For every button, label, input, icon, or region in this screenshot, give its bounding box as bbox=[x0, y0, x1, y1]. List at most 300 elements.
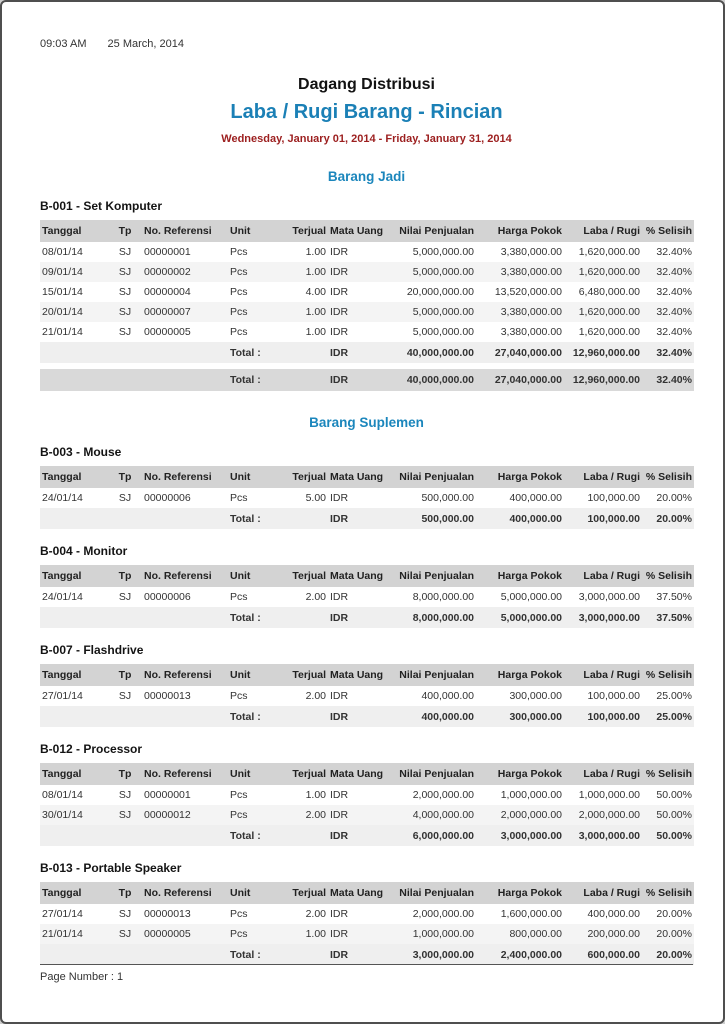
column-header: Unit bbox=[228, 882, 282, 904]
table-cell: 2.00 bbox=[282, 805, 328, 825]
section-title: B-007 - Flashdrive bbox=[40, 643, 144, 657]
header-row bbox=[40, 466, 694, 488]
table-cell: IDR bbox=[330, 690, 349, 702]
table-cell: 4.00 bbox=[305, 286, 326, 298]
total-cell bbox=[108, 508, 142, 529]
table-cell: 32.40% bbox=[656, 246, 692, 258]
table-cell: 1,620,000.00 bbox=[564, 302, 642, 322]
total-cell: 5,000,000.00 bbox=[476, 607, 564, 628]
column-header: Laba / Rugi bbox=[564, 466, 642, 488]
table-cell: 20.00% bbox=[656, 492, 692, 504]
column-header: Tanggal bbox=[40, 882, 108, 904]
column-header: Nilai Penjualan bbox=[384, 763, 476, 785]
table-cell: IDR bbox=[330, 492, 349, 504]
total-cell: IDR bbox=[328, 944, 384, 965]
column-header: Terjual bbox=[282, 220, 328, 242]
table-cell: 20.00% bbox=[656, 908, 692, 920]
table-cell: IDR bbox=[330, 591, 349, 603]
group-total-table bbox=[40, 369, 694, 391]
table-cell: 2,000,000.00 bbox=[476, 805, 564, 825]
report-period: Wednesday, January 01, 2014 - Friday, January 31, 2014 bbox=[221, 133, 512, 145]
column-header: Terjual bbox=[282, 565, 328, 587]
column-header: Mata Uang bbox=[328, 664, 384, 686]
table-cell: 00000002 bbox=[142, 262, 228, 282]
table-cell: 24/01/14 bbox=[42, 492, 83, 504]
total-label-cell: Total : bbox=[228, 706, 282, 727]
header-row bbox=[40, 882, 694, 904]
total-cell bbox=[282, 944, 328, 965]
total-cell: 8,000,000.00 bbox=[384, 607, 476, 628]
table-cell: 00000001 bbox=[144, 246, 191, 258]
table-cell: IDR bbox=[328, 805, 384, 825]
table-row bbox=[40, 686, 694, 706]
column-header: Unit bbox=[228, 565, 282, 587]
column-header: Terjual bbox=[282, 882, 328, 904]
print-header bbox=[40, 38, 202, 50]
table-cell: SJ bbox=[118, 326, 132, 338]
table-cell: 800,000.00 bbox=[476, 924, 564, 944]
column-header: % Selisih bbox=[642, 664, 694, 686]
report-body bbox=[40, 169, 693, 965]
column-header: Tp bbox=[108, 565, 142, 587]
table-cell: 00000006 bbox=[144, 591, 191, 603]
table-cell: IDR bbox=[330, 789, 349, 801]
column-header: Laba / Rugi bbox=[564, 882, 642, 904]
column-header: Nilai Penjualan bbox=[384, 882, 476, 904]
total-cell bbox=[40, 706, 108, 727]
column-header: Laba / Rugi bbox=[564, 220, 642, 242]
column-header: No. Referensi bbox=[142, 763, 228, 785]
report-table bbox=[40, 664, 694, 727]
total-cell: IDR bbox=[328, 825, 384, 846]
table-cell: 4,000,000.00 bbox=[384, 805, 476, 825]
total-cell bbox=[108, 706, 142, 727]
total-cell: 40,000,000.00 bbox=[384, 342, 476, 363]
table-cell: 1,000,000.00 bbox=[384, 924, 476, 944]
total-label-cell: Total : bbox=[228, 342, 282, 363]
column-header: No. Referensi bbox=[142, 664, 228, 686]
table-cell: 5,000,000.00 bbox=[500, 591, 562, 603]
total-cell: IDR bbox=[328, 706, 384, 727]
table-cell: Pcs bbox=[228, 262, 282, 282]
column-header: Tanggal bbox=[40, 565, 108, 587]
table-cell: 21/01/14 bbox=[40, 924, 108, 944]
table-cell: 1,620,000.00 bbox=[578, 326, 640, 338]
footer-divider bbox=[40, 964, 693, 965]
total-cell: 2,400,000.00 bbox=[476, 944, 564, 965]
table-cell: 5,000,000.00 bbox=[384, 302, 476, 322]
table-cell: Pcs bbox=[228, 302, 282, 322]
table-cell: 1,620,000.00 bbox=[564, 262, 642, 282]
column-header: Tanggal bbox=[40, 763, 108, 785]
table-cell: 3,380,000.00 bbox=[476, 302, 564, 322]
total-cell: 20.00% bbox=[642, 944, 694, 965]
column-header: Harga Pokok bbox=[476, 220, 564, 242]
report-table bbox=[40, 882, 694, 965]
table-cell: 2.00 bbox=[305, 591, 326, 603]
table-row bbox=[40, 488, 694, 508]
group-total-cell bbox=[282, 369, 328, 391]
total-cell bbox=[40, 342, 108, 363]
table-cell: 400,000.00 bbox=[509, 492, 562, 504]
column-header: Unit bbox=[228, 664, 282, 686]
section-title: B-004 - Monitor bbox=[40, 544, 128, 558]
column-header: % Selisih bbox=[642, 466, 694, 488]
table-cell: 400,000.00 bbox=[587, 908, 640, 920]
table-cell: 5,000,000.00 bbox=[384, 262, 476, 282]
total-row bbox=[40, 607, 694, 628]
table-cell: 00000006 bbox=[144, 492, 191, 504]
total-cell: 50.00% bbox=[642, 825, 694, 846]
table-cell: 08/01/14 bbox=[42, 789, 83, 801]
table-cell: 1,000,000.00 bbox=[500, 789, 562, 801]
total-row bbox=[40, 944, 694, 965]
column-header: No. Referensi bbox=[142, 565, 228, 587]
table-row bbox=[40, 322, 694, 342]
total-cell: 400,000.00 bbox=[476, 508, 564, 529]
table-cell: 24/01/14 bbox=[42, 591, 83, 603]
column-header: % Selisih bbox=[642, 220, 694, 242]
total-cell: 400,000.00 bbox=[384, 706, 476, 727]
total-cell: 600,000.00 bbox=[564, 944, 642, 965]
table-cell: SJ bbox=[118, 591, 132, 603]
column-header: % Selisih bbox=[642, 882, 694, 904]
total-cell: 25.00% bbox=[642, 706, 694, 727]
table-row bbox=[40, 924, 694, 944]
table-cell: 37.50% bbox=[656, 591, 692, 603]
column-header: Tanggal bbox=[40, 220, 108, 242]
column-header: Tp bbox=[108, 466, 142, 488]
column-header: Mata Uang bbox=[328, 565, 384, 587]
column-header: Laba / Rugi bbox=[564, 565, 642, 587]
group-total-cell: 32.40% bbox=[642, 369, 694, 391]
table-cell: 200,000.00 bbox=[564, 924, 642, 944]
total-cell bbox=[108, 342, 142, 363]
column-header: Mata Uang bbox=[328, 220, 384, 242]
column-header: Mata Uang bbox=[328, 763, 384, 785]
table-cell: Pcs bbox=[230, 908, 248, 920]
table-cell: 20,000,000.00 bbox=[406, 286, 474, 298]
total-cell bbox=[108, 825, 142, 846]
table-cell: 100,000.00 bbox=[587, 690, 640, 702]
table-row bbox=[40, 805, 694, 825]
table-cell: 6,480,000.00 bbox=[578, 286, 640, 298]
column-header: Nilai Penjualan bbox=[384, 664, 476, 686]
table-cell: 5,000,000.00 bbox=[412, 326, 474, 338]
table-cell: 1,600,000.00 bbox=[500, 908, 562, 920]
table-cell: Pcs bbox=[228, 805, 282, 825]
total-cell: 37.50% bbox=[642, 607, 694, 628]
table-cell: SJ bbox=[108, 924, 142, 944]
total-cell: 3,000,000.00 bbox=[564, 607, 642, 628]
table-cell: 1.00 bbox=[305, 326, 326, 338]
table-row bbox=[40, 904, 694, 924]
total-cell bbox=[108, 607, 142, 628]
total-cell bbox=[142, 342, 228, 363]
group-total-cell: 12,960,000.00 bbox=[564, 369, 642, 391]
total-cell bbox=[142, 706, 228, 727]
table-cell: SJ bbox=[118, 908, 132, 920]
section-title: B-003 - Mouse bbox=[40, 445, 122, 459]
table-cell: 1.00 bbox=[282, 924, 328, 944]
table-cell: 00000013 bbox=[144, 908, 191, 920]
table-cell: SJ bbox=[108, 805, 142, 825]
column-header: Harga Pokok bbox=[476, 466, 564, 488]
table-cell: 2,000,000.00 bbox=[412, 789, 474, 801]
table-cell: SJ bbox=[118, 286, 132, 298]
table-cell: 1,000,000.00 bbox=[578, 789, 640, 801]
table-cell: 27/01/14 bbox=[42, 908, 83, 920]
column-header: % Selisih bbox=[642, 763, 694, 785]
table-cell: Pcs bbox=[228, 924, 282, 944]
column-header: No. Referensi bbox=[142, 220, 228, 242]
group-total-cell: 40,000,000.00 bbox=[384, 369, 476, 391]
table-cell: 30/01/14 bbox=[40, 805, 108, 825]
table-cell: IDR bbox=[328, 924, 384, 944]
table-cell: Pcs bbox=[230, 492, 248, 504]
table-cell: 13,520,000.00 bbox=[494, 286, 562, 298]
page-number: Page Number : 1 bbox=[40, 971, 124, 983]
table-cell: 09/01/14 bbox=[40, 262, 108, 282]
section-title: B-013 - Portable Speaker bbox=[40, 861, 182, 875]
table-cell: 00000013 bbox=[144, 690, 191, 702]
group-total-cell bbox=[108, 369, 142, 391]
table-cell: Pcs bbox=[230, 246, 248, 258]
table-cell: IDR bbox=[330, 326, 349, 338]
table-cell: Pcs bbox=[230, 789, 248, 801]
table-cell: IDR bbox=[330, 246, 349, 258]
table-row bbox=[40, 282, 694, 302]
total-cell bbox=[40, 508, 108, 529]
total-cell bbox=[142, 508, 228, 529]
table-cell: Pcs bbox=[230, 591, 248, 603]
report-table bbox=[40, 763, 694, 846]
total-cell: IDR bbox=[328, 342, 384, 363]
column-header: % Selisih bbox=[642, 565, 694, 587]
column-header: Nilai Penjualan bbox=[384, 466, 476, 488]
table-cell: 27/01/14 bbox=[42, 690, 83, 702]
header-row bbox=[40, 220, 694, 242]
total-cell: 27,040,000.00 bbox=[476, 342, 564, 363]
table-row bbox=[40, 785, 694, 805]
total-row bbox=[40, 342, 694, 363]
total-cell: 100,000.00 bbox=[564, 706, 642, 727]
print-time: 09:03 AM bbox=[40, 38, 87, 50]
table-cell: 3,380,000.00 bbox=[500, 246, 562, 258]
group-heading: Barang Jadi bbox=[327, 169, 406, 184]
group-total-cell bbox=[142, 369, 228, 391]
section-title: B-001 - Set Komputer bbox=[40, 199, 163, 213]
column-header: Tp bbox=[108, 763, 142, 785]
report-table bbox=[40, 466, 694, 529]
table-cell: 00000007 bbox=[142, 302, 228, 322]
group-heading: Barang Suplemen bbox=[309, 415, 424, 430]
total-cell: 3,000,000.00 bbox=[564, 825, 642, 846]
column-header: Unit bbox=[228, 763, 282, 785]
column-header: Nilai Penjualan bbox=[384, 220, 476, 242]
column-header: Harga Pokok bbox=[476, 763, 564, 785]
column-header: Mata Uang bbox=[328, 466, 384, 488]
table-cell: SJ bbox=[108, 302, 142, 322]
section-title: B-012 - Processor bbox=[40, 742, 143, 756]
table-cell: Pcs bbox=[230, 326, 248, 338]
total-label-cell: Total : bbox=[228, 508, 282, 529]
table-cell: 1,620,000.00 bbox=[578, 246, 640, 258]
table-cell: 32.40% bbox=[642, 262, 694, 282]
total-label-cell: Total : bbox=[228, 607, 282, 628]
total-cell bbox=[142, 825, 228, 846]
total-cell: 6,000,000.00 bbox=[384, 825, 476, 846]
column-header: Harga Pokok bbox=[476, 565, 564, 587]
table-cell: 2,000,000.00 bbox=[412, 908, 474, 920]
report-content bbox=[2, 76, 723, 965]
total-cell: 32.40% bbox=[642, 342, 694, 363]
table-cell: 1.00 bbox=[282, 262, 328, 282]
group-total-row bbox=[40, 369, 694, 391]
table-cell: 2,000,000.00 bbox=[564, 805, 642, 825]
table-cell: 8,000,000.00 bbox=[412, 591, 474, 603]
table-cell: 1.00 bbox=[282, 302, 328, 322]
total-cell bbox=[40, 607, 108, 628]
table-cell: 00000012 bbox=[142, 805, 228, 825]
column-header: Laba / Rugi bbox=[564, 763, 642, 785]
header-row bbox=[40, 763, 694, 785]
table-cell: SJ bbox=[118, 492, 132, 504]
total-row bbox=[40, 706, 694, 727]
table-cell: 20.00% bbox=[642, 924, 694, 944]
table-cell: 00000005 bbox=[144, 326, 191, 338]
total-row bbox=[40, 508, 694, 529]
table-cell: 00000005 bbox=[142, 924, 228, 944]
total-cell: 300,000.00 bbox=[476, 706, 564, 727]
column-header: No. Referensi bbox=[142, 466, 228, 488]
column-header: Tanggal bbox=[40, 466, 108, 488]
table-cell: SJ bbox=[118, 246, 132, 258]
total-cell: 500,000.00 bbox=[384, 508, 476, 529]
table-cell: Pcs bbox=[230, 690, 248, 702]
table-cell: 5.00 bbox=[305, 492, 326, 504]
table-cell: 21/01/14 bbox=[42, 326, 83, 338]
table-cell: 00000001 bbox=[144, 789, 191, 801]
total-label-cell: Total : bbox=[228, 369, 282, 391]
column-header: Nilai Penjualan bbox=[384, 565, 476, 587]
table-cell: IDR bbox=[330, 908, 349, 920]
column-header: Unit bbox=[228, 466, 282, 488]
table-cell: 00000004 bbox=[144, 286, 191, 298]
table-cell: IDR bbox=[328, 302, 384, 322]
company-name: Dagang Distribusi bbox=[298, 76, 435, 93]
table-row bbox=[40, 242, 694, 262]
column-header: Tp bbox=[108, 882, 142, 904]
report-table bbox=[40, 565, 694, 628]
total-cell bbox=[282, 706, 328, 727]
table-cell: 50.00% bbox=[642, 805, 694, 825]
total-row bbox=[40, 825, 694, 846]
group-total-cell: 27,040,000.00 bbox=[476, 369, 564, 391]
table-cell: 08/01/14 bbox=[42, 246, 83, 258]
column-header: Tanggal bbox=[40, 664, 108, 686]
report-title: Laba / Rugi Barang - Rincian bbox=[230, 101, 503, 123]
group-total-cell bbox=[40, 369, 108, 391]
column-header: Terjual bbox=[282, 763, 328, 785]
table-cell: 2.00 bbox=[305, 690, 326, 702]
table-cell: 1.00 bbox=[305, 789, 326, 801]
total-cell bbox=[142, 944, 228, 965]
column-header: Terjual bbox=[282, 664, 328, 686]
total-cell bbox=[40, 825, 108, 846]
total-cell: 3,000,000.00 bbox=[476, 825, 564, 846]
table-cell: 2.00 bbox=[305, 908, 326, 920]
table-cell: 50.00% bbox=[656, 789, 692, 801]
table-row bbox=[40, 302, 694, 322]
header-row bbox=[40, 664, 694, 686]
total-cell: IDR bbox=[328, 607, 384, 628]
table-cell: SJ bbox=[118, 789, 132, 801]
total-cell bbox=[282, 825, 328, 846]
print-date: 25 March, 2014 bbox=[107, 38, 184, 50]
column-header: Mata Uang bbox=[328, 882, 384, 904]
table-cell: 20/01/14 bbox=[40, 302, 108, 322]
total-cell bbox=[108, 944, 142, 965]
column-header: Tp bbox=[108, 220, 142, 242]
table-cell: SJ bbox=[108, 262, 142, 282]
table-cell: IDR bbox=[330, 286, 349, 298]
table-cell: 32.40% bbox=[656, 286, 692, 298]
table-cell: 25.00% bbox=[656, 690, 692, 702]
column-header: Unit bbox=[228, 220, 282, 242]
total-cell: 100,000.00 bbox=[564, 508, 642, 529]
table-cell: 500,000.00 bbox=[421, 492, 474, 504]
total-cell bbox=[40, 944, 108, 965]
report-table bbox=[40, 220, 694, 363]
table-cell: 32.40% bbox=[642, 302, 694, 322]
total-cell bbox=[282, 342, 328, 363]
column-header: Tp bbox=[108, 664, 142, 686]
total-label-cell: Total : bbox=[228, 944, 282, 965]
column-header: Harga Pokok bbox=[476, 882, 564, 904]
table-cell: 32.40% bbox=[656, 326, 692, 338]
total-cell bbox=[282, 508, 328, 529]
table-cell: 15/01/14 bbox=[42, 286, 83, 298]
table-cell: 400,000.00 bbox=[421, 690, 474, 702]
total-cell: 12,960,000.00 bbox=[564, 342, 642, 363]
table-cell: 3,380,000.00 bbox=[500, 326, 562, 338]
table-cell: 5,000,000.00 bbox=[412, 246, 474, 258]
table-row bbox=[40, 262, 694, 282]
table-cell: 3,380,000.00 bbox=[476, 262, 564, 282]
column-header: Harga Pokok bbox=[476, 664, 564, 686]
total-label-cell: Total : bbox=[228, 825, 282, 846]
total-cell: IDR bbox=[328, 508, 384, 529]
column-header: No. Referensi bbox=[142, 882, 228, 904]
total-cell: 3,000,000.00 bbox=[384, 944, 476, 965]
total-cell bbox=[282, 607, 328, 628]
column-header: Laba / Rugi bbox=[564, 664, 642, 686]
table-row bbox=[40, 587, 694, 607]
report-footer bbox=[40, 964, 693, 983]
table-cell: 100,000.00 bbox=[587, 492, 640, 504]
table-cell: 300,000.00 bbox=[509, 690, 562, 702]
table-cell: Pcs bbox=[230, 286, 248, 298]
column-header: Terjual bbox=[282, 466, 328, 488]
group-total-cell: IDR bbox=[328, 369, 384, 391]
header-row bbox=[40, 565, 694, 587]
table-cell: 3,000,000.00 bbox=[578, 591, 640, 603]
table-cell: 1.00 bbox=[305, 246, 326, 258]
total-cell bbox=[142, 607, 228, 628]
total-cell: 20.00% bbox=[642, 508, 694, 529]
table-cell: IDR bbox=[328, 262, 384, 282]
